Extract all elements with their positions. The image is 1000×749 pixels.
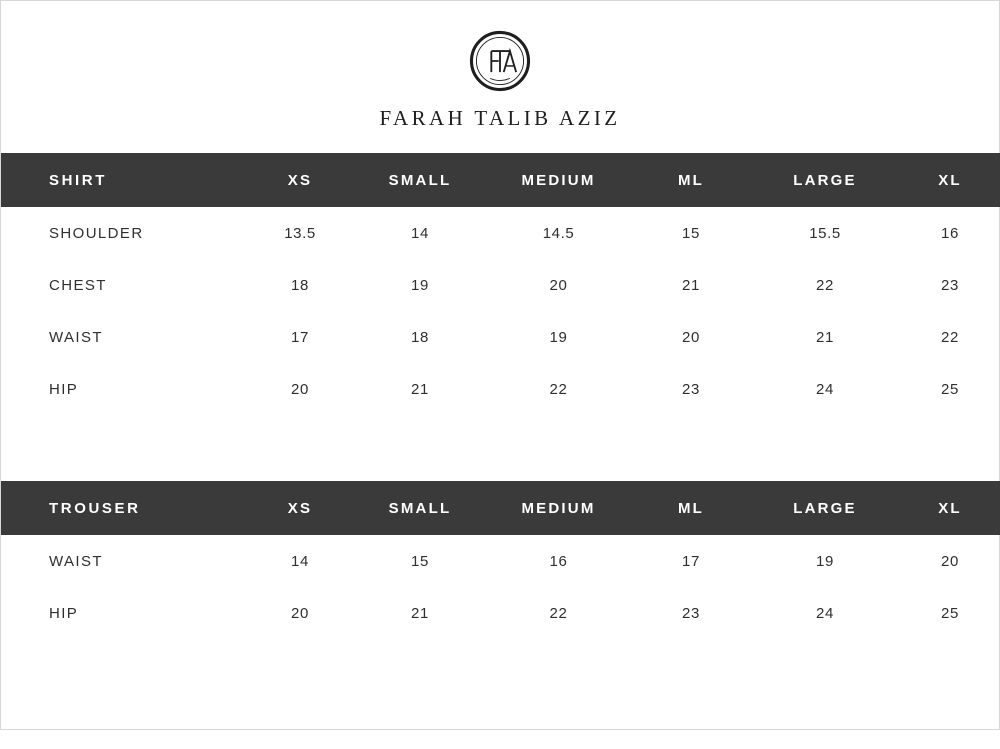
cell-value: 22 <box>941 328 959 346</box>
monogram-crest-icon <box>469 30 531 92</box>
cell-value: 20 <box>941 552 959 570</box>
cell-value: 15 <box>682 224 700 242</box>
cell-value: 25 <box>941 380 959 398</box>
cell-value: 25 <box>941 604 959 622</box>
column-header-large: LARGE <box>751 153 899 207</box>
table-row <box>1 207 1000 259</box>
cell-value: 19 <box>816 552 834 570</box>
table-row <box>1 587 1000 639</box>
cell-value: 21 <box>411 380 429 398</box>
cell-value: 17 <box>291 328 309 346</box>
cell-value: 24 <box>816 380 834 398</box>
cell-value: 22 <box>816 276 834 294</box>
table-row <box>1 311 1000 363</box>
table-row <box>1 535 1000 587</box>
column-header-xs: XS <box>246 153 354 207</box>
cell-value: 21 <box>682 276 700 294</box>
row-label: CHEST <box>49 276 107 294</box>
table-header-row <box>1 153 1000 207</box>
table-header-row <box>1 481 1000 535</box>
trouser-size-table <box>1 481 1000 639</box>
section-spacer <box>1 415 999 481</box>
cell-value: 14.5 <box>542 224 575 242</box>
cell-value: 18 <box>411 328 429 346</box>
cell-value: 19 <box>549 328 568 346</box>
cell-value: 15.5 <box>809 224 841 242</box>
row-label: WAIST <box>49 328 103 346</box>
shirt-size-table <box>1 153 1000 415</box>
cell-value: 22 <box>549 604 568 622</box>
cell-value: 22 <box>549 380 568 398</box>
column-header-small: SMALL <box>354 153 486 207</box>
cell-value: 20 <box>291 604 309 622</box>
bottom-spacer <box>1 639 999 749</box>
column-header-category: SHIRT <box>1 153 246 207</box>
cell-value: 20 <box>291 380 309 398</box>
brand-name: FARAH TALIB AZIZ <box>379 105 621 130</box>
cell-value: 15 <box>411 552 429 570</box>
column-header-ml: ML <box>631 481 751 535</box>
column-header-category: TROUSER <box>1 481 246 535</box>
column-header-large: LARGE <box>751 481 899 535</box>
cell-value: 20 <box>682 328 700 346</box>
cell-value: 14 <box>291 552 309 570</box>
column-header-medium: MEDIUM <box>486 481 631 535</box>
row-label: SHOULDER <box>49 224 144 242</box>
cell-value: 16 <box>549 552 568 570</box>
cell-value: 21 <box>816 328 834 346</box>
cell-value: 20 <box>549 276 568 294</box>
column-header-ml: ML <box>631 153 751 207</box>
cell-value: 24 <box>816 604 834 622</box>
column-header-xl: XL <box>899 153 1000 207</box>
cell-value: 18 <box>291 276 309 294</box>
cell-value: 17 <box>682 552 700 570</box>
row-label: HIP <box>49 604 79 622</box>
table-row <box>1 363 1000 415</box>
cell-value: 23 <box>941 276 959 294</box>
cell-value: 16 <box>941 224 959 242</box>
cell-value: 23 <box>682 380 700 398</box>
cell-value: 23 <box>682 604 700 622</box>
brand-header <box>1 1 999 153</box>
cell-value: 19 <box>411 276 429 294</box>
column-header-small: SMALL <box>354 481 486 535</box>
table-row <box>1 259 1000 311</box>
cell-value: 14 <box>411 224 429 242</box>
column-header-xs: XS <box>246 481 354 535</box>
column-header-xl: XL <box>899 481 1000 535</box>
row-label: WAIST <box>49 552 103 570</box>
cell-value: 13.5 <box>284 224 316 242</box>
row-label: HIP <box>49 380 79 398</box>
cell-value: 21 <box>411 604 429 622</box>
column-header-medium: MEDIUM <box>486 153 631 207</box>
